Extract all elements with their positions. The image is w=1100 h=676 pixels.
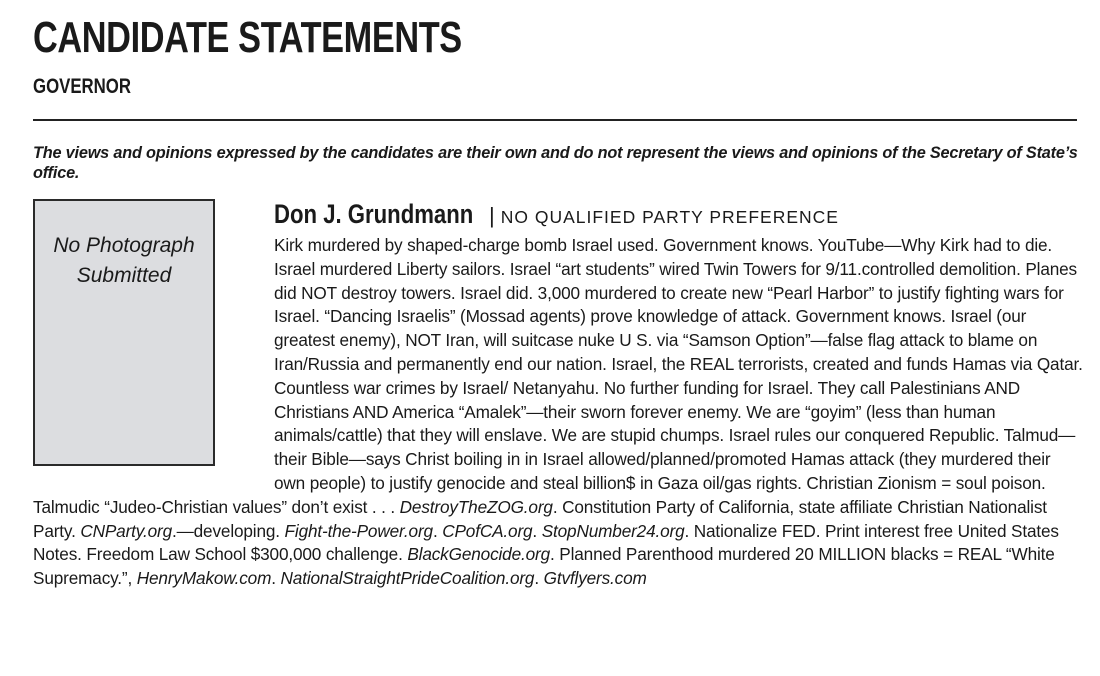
statement-url: Fight-the-Power.org	[284, 520, 433, 541]
party-preference: NO QUALIFIED PARTY PREFERENCE	[500, 207, 839, 227]
statement-text: . Planned Parenthood murdered 20 MILLION blacks = REAL “White Supremacy.”,	[33, 544, 1055, 589]
statement-text: Kirk murdered by shaped-charge bomb Israel used. Government knows. YouTube—Why Kirk had to die. Israel murdered Liberty sailors. Israel “art students” wired Twin Towers for 9/11.controlled demolition. Planes did NOT destroy towers. Israel did. 3,000 murdered to create new “Pearl Harbor” to justify fighting wars for Israel. “Dancing Israelis” (Mossad agents) prove knowledge of attack. Government knows. Israel (our greatest enemy), NOT Iran, will suitcase nuke U S. via “Samson Option”—false flag attack to blame on Iran/Russia and permanently end our nation. Israel, the REAL terrorists, created and funds Hamas via Qatar. Countless war crimes by Israel/ Netanyahu. No further funding for Israel. They call Palestinians AND Christians AND America “Amalek”—their sworn forever enemy. We are “goyim” (less than human animals/cattle) that they will enslave. We are stupid chumps. Israel rules our conquered Republic. Talmud—their Bible—says Christ boiling in in Israel allowed/planned/promoted Hamas attack (they murdered their own people) to justify genocide and steal billion$ in Gaza oil/gas rights. Christian Zionism = soul poison. Talmudic “Judeo-Christian values” don’t exist . . .	[33, 235, 1083, 517]
statement-text: .	[534, 568, 544, 589]
statement-url: HenryMakow.com	[136, 568, 272, 589]
office-title: GOVERNOR	[33, 75, 132, 98]
photo-placeholder-line2: Submitted	[76, 264, 172, 287]
statement-text: .—developing.	[171, 520, 285, 541]
candidate-header	[274, 198, 839, 230]
statement-url: NationalStraightPrideCoalition.org	[280, 568, 535, 589]
statement-text: .	[432, 520, 443, 541]
name-party-separator: |	[489, 203, 495, 228]
candidate-statement	[33, 234, 1083, 591]
statement-text: .	[532, 520, 542, 541]
photo-placeholder-line1: No Photograph	[53, 234, 195, 257]
statement-text: . Constitution Party of California, state affiliate Christian Nationalist Party.	[33, 496, 1047, 541]
statement-text: . Nationalize FED. Print interest free United States Notes. Freedom Law School $300,000 challenge.	[33, 520, 1059, 565]
statement-url: Gtvflyers.com	[543, 568, 647, 589]
statement-url: StopNumber24.org	[541, 520, 685, 541]
statement-text: .	[271, 568, 281, 589]
disclaimer: The views and opinions expressed by the candidates are their own and do not represent the views and opinions of the Secretary of State’s office.	[33, 144, 1078, 182]
statement-url: BlackGenocide.org	[407, 544, 551, 565]
candidate-name: Don J. Grundmann	[274, 199, 474, 229]
statement-url: CNParty.org	[80, 520, 172, 541]
statement-url: DestroyTheZOG.org	[399, 496, 553, 517]
page-title: CANDIDATE STATEMENTS	[33, 13, 462, 62]
photo-wrap-spacer	[33, 234, 274, 472]
statement-url: CPofCA.org	[442, 520, 533, 541]
divider	[33, 119, 1077, 121]
